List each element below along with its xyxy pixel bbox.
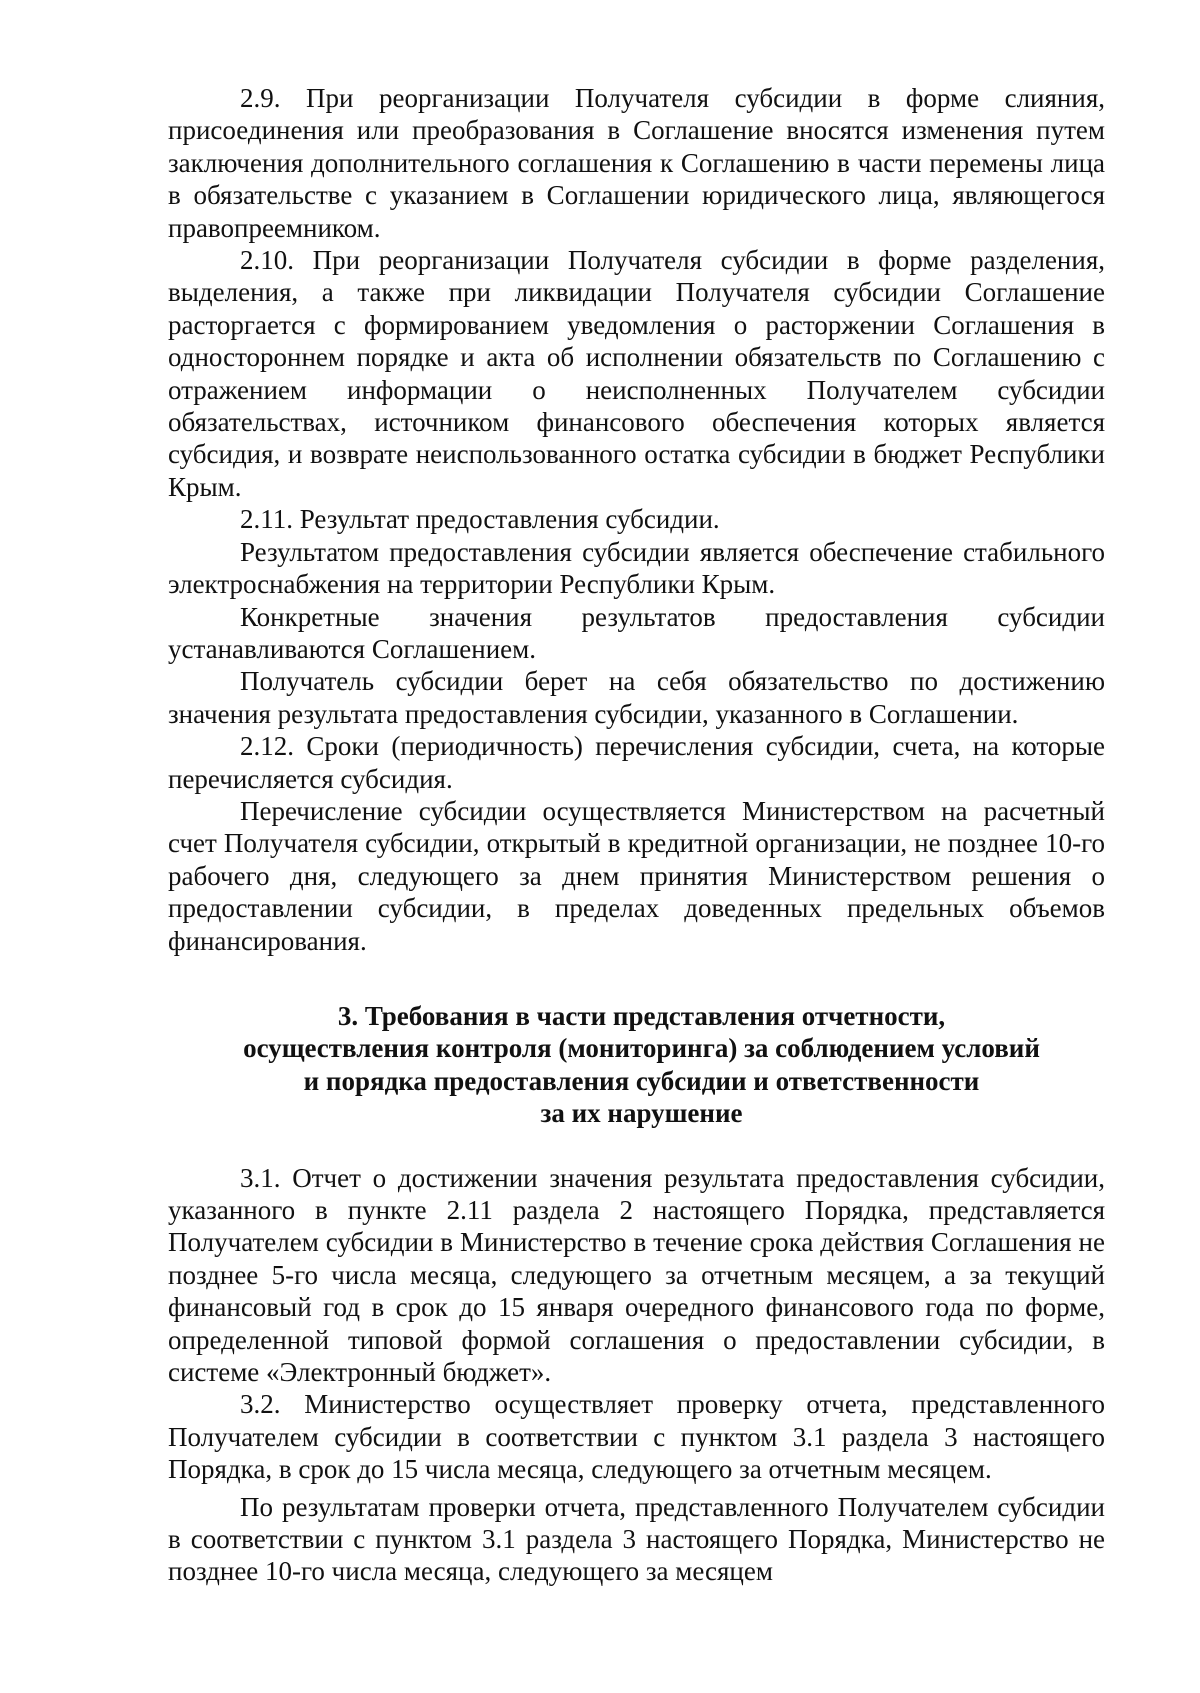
paragraph-2-11-values: Конкретные значения результатов предоставления субсидии устанавливаются Соглашением. <box>168 601 1105 664</box>
paragraph-2-11-result: Результатом предоставления субсидии является обеспечение стабильного электроснабжения на территории Республики Крым. <box>168 536 1105 600</box>
paragraph-2-12-transfer: Перечисление субсидии осуществляется Министерством на расчетный счет Получателя субсидии, открытый в кредитной организации, не позднее 10-го рабочего дня, следующего за днем принятия Министерством решения о предоставлении субсидии, в пределах доведенных предельных объемов финансирования. <box>168 795 1105 956</box>
paragraph-3-1: 3.1. Отчет о достижении значения результата предоставления субсидии, указанного в пункте 2.11 раздела 2 настоящего Порядка, представляется Получателем субсидии в Министерство в течение срока действия Соглашения не позднее 5-го числа месяца, следующего за отчетным месяцем, а за текущий финансовый год в срок до 15 января очередного финансового года по форме, определенной типовой формой соглашения о предоставлении субсидии, в системе «Электронный бюджет». <box>168 1162 1105 1388</box>
paragraph-2-11-obligation: Получатель субсидии берет на себя обязательство по достижению значения результата предоставления субсидии, указанного в Соглашении. <box>168 666 1105 729</box>
paragraph-2-12: 2.12. Сроки (периодичность) перечисления субсидии, счета, на которые перечисляется субсидия. <box>168 731 1105 794</box>
heading-line-1: 3. Требования в части представления отчетности, <box>337 1000 946 1031</box>
heading-line-3: и порядка предоставления субсидии и ответственности <box>303 1065 980 1096</box>
paragraph-2-11: 2.11. Результат предоставления субсидии. <box>240 504 720 535</box>
paragraph-2-9: 2.9. При реорганизации Получателя субсидии в форме слияния, присоединения или преобразования в Соглашение вносятся изменения путем заключения дополнительного соглашения к Соглашению в части перемены лица в обязательстве с указанием в Соглашении юридического лица, являющегося правопреемником. <box>168 83 1105 243</box>
paragraph-3-2-results: По результатам проверки отчета, представленного Получателем субсидии в соответствии с пунктом 3.1 раздела 3 настоящего Порядка, Министерство не позднее 10-го числа месяца, следующего за месяцем <box>168 1491 1105 1587</box>
heading-line-2: осуществления контроля (мониторинга) за соблюдением условий <box>243 1033 1040 1064</box>
paragraph-2-10: 2.10. При реорганизации Получателя субсидии в форме разделения, выделения, а также при ликвидации Получателя субсидии Соглашение расторгается с формированием уведомления о расторжении Соглашения в одностороннем порядке и акта об исполнении обязательств по Соглашению с отражением информации о неисполненных Получателем субсидии обязательствах, источником финансового обеспечения которых является субсидия, и возврате неиспользованного остатка субсидии в бюджет Республики Крым. <box>168 245 1105 502</box>
spacer <box>168 957 1105 1000</box>
spacer <box>168 1130 1105 1162</box>
section-3-heading <box>168 1000 1105 1130</box>
paragraph-3-2: 3.2. Министерство осуществляет проверку отчета, представленного Получателем субсидии в соответствии с пунктом 3.1 раздела 3 настоящего Порядка, в срок до 15 числа месяца, следующего за отчетным месяцем. <box>168 1389 1105 1485</box>
heading-line-4: за их нарушение <box>540 1098 743 1129</box>
document-page <box>168 82 1105 1588</box>
